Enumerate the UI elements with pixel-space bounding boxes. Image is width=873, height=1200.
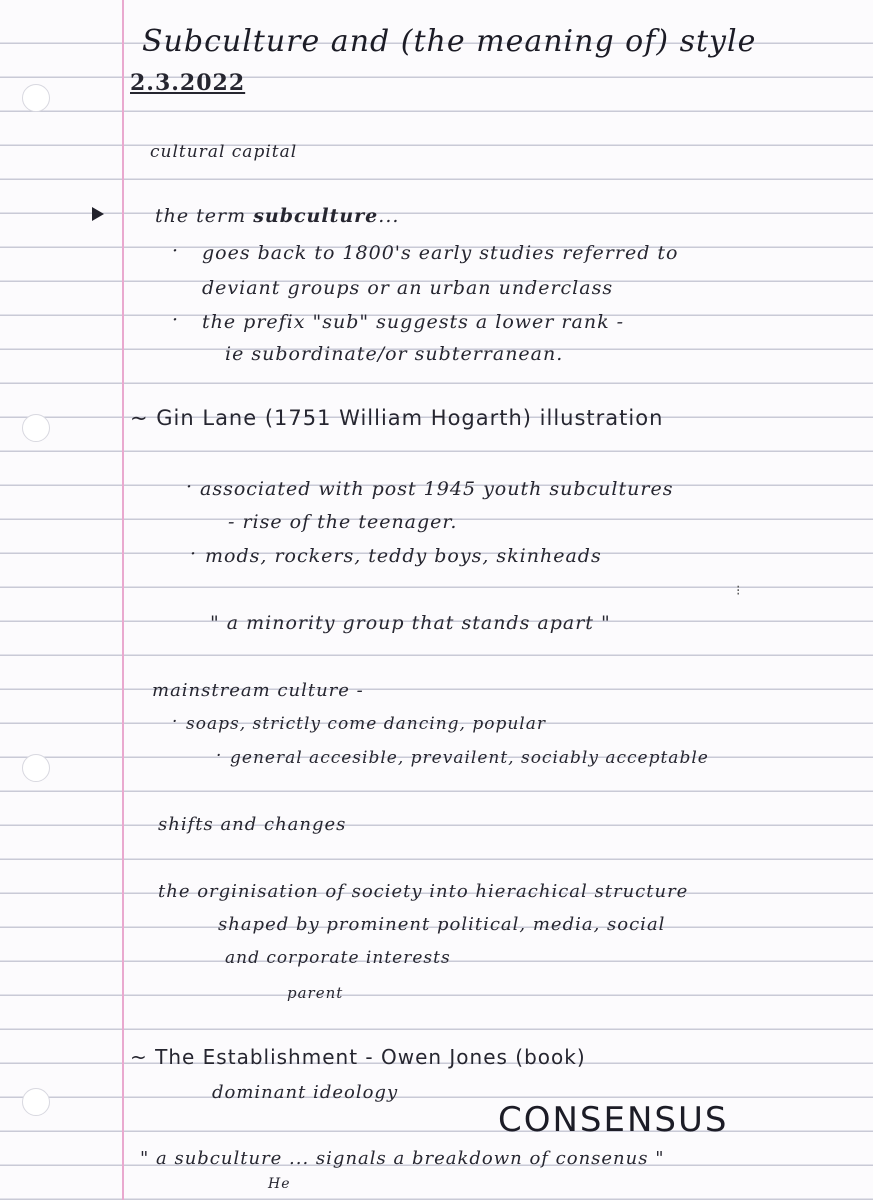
punch-hole <box>22 84 50 112</box>
note-soaps: soaps, strictly come dancing, popular <box>186 714 546 734</box>
note-org-line2: shaped by prominent political, media, social <box>218 914 666 935</box>
ink-dots: ⁝ <box>736 583 741 599</box>
note-gin-lane: ~ Gin Lane (1751 William Hogarth) illustration <box>130 406 664 430</box>
term-prefix: the term <box>155 205 254 227</box>
note-shifts: shifts and changes <box>158 814 347 835</box>
punch-hole <box>22 754 50 782</box>
note-establishment: ~ The Establishment - Owen Jones (book) <box>130 1045 586 1069</box>
note-cultural-capital: cultural capital <box>150 142 298 162</box>
note-assoc-line1: associated with post 1945 youth subcultures <box>200 478 674 500</box>
bullet-dot: · <box>172 712 179 732</box>
note-general: general accesible, prevailent, sociably acceptable <box>230 748 709 768</box>
note-mods: mods, rockers, teddy boys, skinheads <box>205 545 602 567</box>
note-parent: parent <box>287 984 344 1002</box>
note-mainstream: mainstream culture - <box>152 680 364 701</box>
note-b2-line2: ie subordinate/or subterranean. <box>225 343 564 365</box>
quote-minority: " a minority group that stands apart " <box>210 612 611 634</box>
bullet-dot: · <box>190 543 198 565</box>
page-title: Subculture and (the meaning of) style <box>142 24 757 59</box>
note-consensus: CONSENSUS <box>498 1100 729 1140</box>
note-org-line3: and corporate interests <box>225 948 451 968</box>
note-b2-line1: the prefix "sub" suggests a lower rank - <box>202 311 625 333</box>
bullet-dot: · <box>216 746 223 766</box>
bullet-dot: · <box>172 240 180 262</box>
note-org-line1: the orginisation of society into hierachical structure <box>158 881 689 902</box>
note-assoc-line2: - rise of the teenager. <box>228 511 458 533</box>
note-dominant: dominant ideology <box>212 1082 399 1103</box>
margin-line <box>122 0 124 1200</box>
page-date: 2.3.2022 <box>130 70 246 96</box>
note-b1-line1: goes back to 1800's early studies referred to <box>202 242 679 264</box>
arrow-bullet-icon <box>92 207 104 221</box>
note-b1-line2: deviant groups or an urban underclass <box>202 277 614 299</box>
bullet-dot: · <box>186 476 194 498</box>
punch-hole <box>22 1088 50 1116</box>
punch-hole <box>22 414 50 442</box>
quote-breakdown: " a subculture ... signals a breakdown of consenus " <box>140 1148 665 1169</box>
term-bold: subculture <box>253 205 379 227</box>
note-term-heading <box>155 205 399 227</box>
bullet-dot: · <box>172 309 180 331</box>
note-he: He <box>268 1176 291 1192</box>
term-suffix: ... <box>378 205 400 227</box>
